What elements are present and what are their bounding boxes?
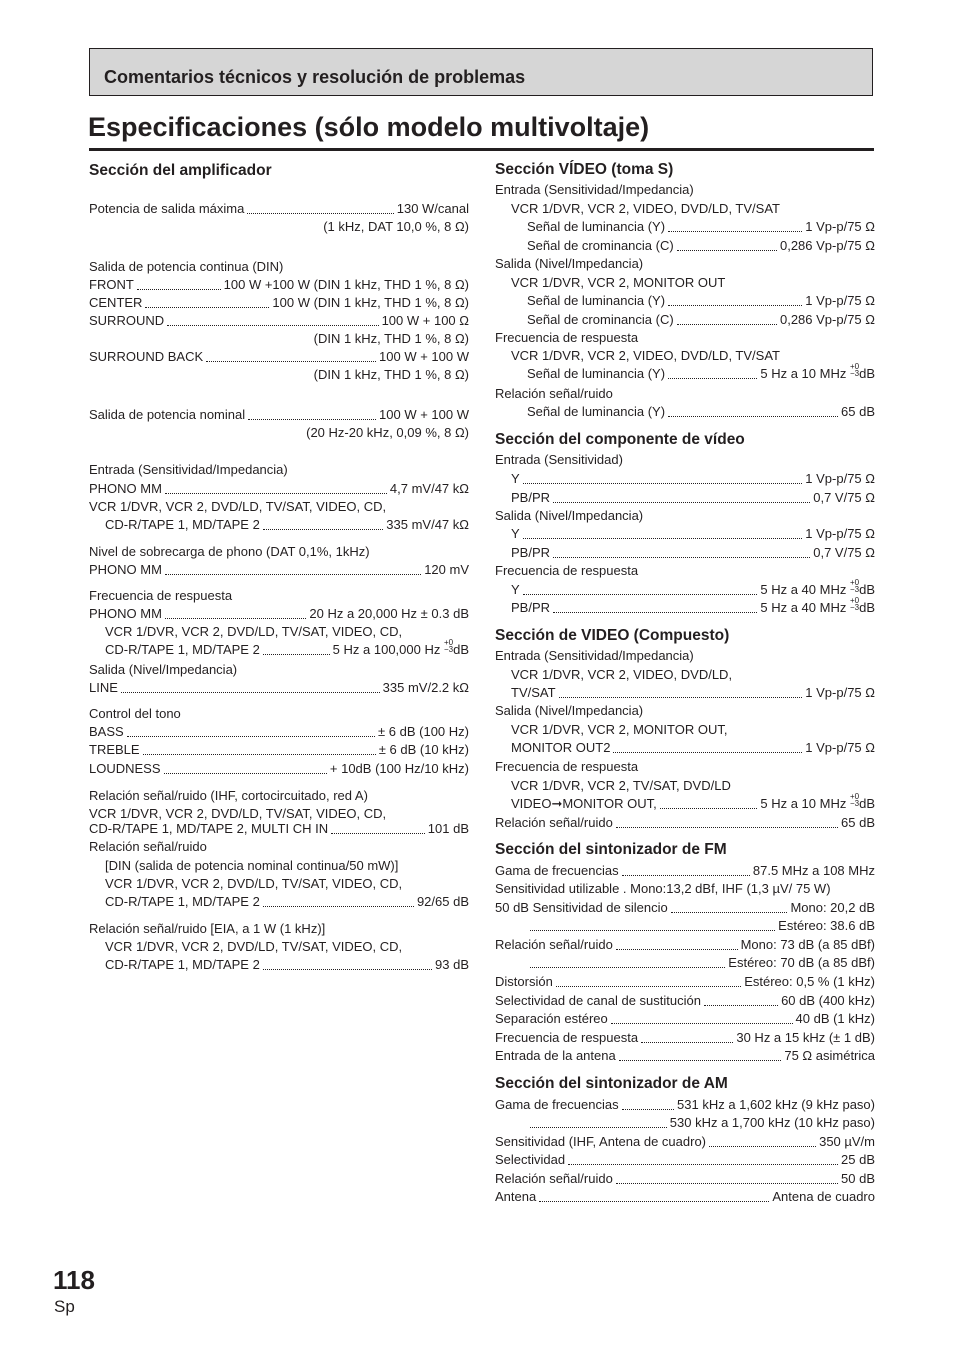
spec-value: Estéreo: 70 dB (a 85 dBf)	[728, 955, 875, 970]
spec-label: Relación señal/ruido	[495, 386, 613, 401]
spec-value: 1 Vp-p/75 Ω	[805, 471, 875, 486]
spec-value: Mono: 20,2 dB	[790, 900, 875, 915]
video-s-spec-row	[495, 385, 875, 403]
dot-leader	[668, 377, 757, 379]
amplifier-spec-row	[89, 893, 469, 911]
dot-leader	[263, 968, 432, 970]
spec-value: ± 6 dB (100 Hz)	[378, 724, 469, 739]
spec-label: (1 kHz, DAT 10,0 %, 8 Ω)	[323, 219, 469, 234]
spec-label: Nivel de sobrecarga de phono (DAT 0,1%, 1kHz)	[89, 544, 370, 559]
amplifier-spec-row	[89, 294, 469, 312]
video-s-spec-row	[495, 329, 875, 347]
spec-label: Y	[511, 471, 520, 486]
amplifier-spec-row	[89, 218, 469, 236]
section-heading-fm-tuner: Sección del sintonizador de FM	[495, 841, 727, 858]
spec-label: Frecuencia de respuesta	[495, 759, 639, 774]
title-divider	[89, 148, 874, 151]
amplifier-spec-row	[89, 820, 469, 838]
dot-leader	[127, 735, 375, 737]
component-video-spec-row	[495, 489, 875, 507]
amplifier-spec-row	[89, 587, 469, 605]
amplifier-spec-row	[89, 741, 469, 759]
dot-leader	[137, 288, 221, 290]
am-tuner-spec-row	[495, 1114, 875, 1132]
dot-leader	[165, 573, 421, 575]
amplifier-spec-row	[89, 330, 469, 348]
spec-label: Entrada de la antena	[495, 1048, 616, 1063]
dot-leader	[523, 593, 758, 595]
video-s-spec-row	[495, 292, 875, 310]
spec-value: 1 Vp-p/75 Ω	[805, 293, 875, 308]
spec-value: 5 Hz a 10 MHz +0 −3dB	[760, 792, 875, 811]
section-heading-am-tuner: Sección del sintonizador de AM	[495, 1075, 728, 1092]
spec-value: 0,7 V/75 Ω	[813, 490, 875, 505]
dot-leader	[559, 696, 803, 698]
banner-title: Comentarios técnicos y resolución de problemas	[104, 67, 526, 87]
spec-label: PB/PR	[511, 490, 551, 505]
spec-label: LINE	[89, 680, 118, 695]
spec-value: 65 dB	[841, 815, 875, 830]
amplifier-spec-row	[89, 705, 469, 723]
tolerance-mark: +0 −3	[443, 638, 454, 654]
spec-label: Salida de potencia nominal	[89, 407, 246, 422]
video-s-spec-row	[495, 218, 875, 236]
spec-value: 92/65 dB	[416, 894, 469, 909]
spec-label: Separación estéreo	[495, 1011, 608, 1026]
spec-label: Entrada (Sensitividad/Impedancia)	[495, 648, 694, 663]
spec-label: Relación señal/ruido	[495, 937, 613, 952]
dot-leader	[553, 556, 810, 558]
spec-value: 5 Hz a 100,000 Hz +0 −3dB	[332, 638, 469, 657]
dot-leader	[668, 415, 838, 417]
composite-video-spec-row	[495, 721, 875, 739]
dot-leader	[671, 911, 788, 913]
dot-leader	[641, 1041, 733, 1043]
spec-label: TREBLE	[89, 742, 140, 757]
spec-label: VCR 1/DVR, VCR 2, VIDEO, DVD/LD, TV/SAT	[511, 201, 780, 216]
spec-value: + 10dB (100 Hz/10 kHz)	[329, 761, 469, 776]
amplifier-spec-row	[89, 760, 469, 778]
spec-label: Salida (Nivel/Impedancia)	[495, 256, 644, 271]
spec-value: 530 kHz a 1,700 kHz (10 kHz paso)	[669, 1115, 875, 1130]
video-s-spec-row	[495, 255, 875, 273]
spec-value: 65 dB	[841, 404, 875, 419]
dot-leader	[263, 528, 383, 530]
dot-leader	[539, 1200, 769, 1202]
dot-leader	[165, 492, 387, 494]
dot-leader	[263, 653, 330, 655]
dot-leader	[616, 948, 738, 950]
spec-label: Señal de luminancia (Y)	[527, 366, 666, 381]
spec-label: VCR 1/DVR, VCR 2, TV/SAT, DVD/LD	[511, 778, 731, 793]
amplifier-spec-row	[89, 787, 469, 805]
dot-leader	[660, 807, 758, 809]
spec-label: PHONO MM	[89, 562, 162, 577]
component-video-spec-row	[495, 525, 875, 543]
dot-leader	[167, 324, 378, 326]
spec-value: 87.5 MHz a 108 MHz	[752, 863, 875, 878]
dot-leader	[523, 482, 803, 484]
spec-label: 50 dB Sensitividad de silencio	[495, 900, 668, 915]
spec-value: 100 W (DIN 1 kHz, THD 1 %, 8 Ω)	[272, 295, 469, 310]
spec-label: Salida (Nivel/Impedancia)	[495, 703, 644, 718]
spec-label: SURROUND BACK	[89, 349, 204, 364]
amplifier-spec-row	[89, 920, 469, 938]
spec-label: Entrada (Sensitividad)	[495, 452, 623, 467]
dot-leader	[619, 1059, 782, 1061]
amplifier-spec-row	[89, 312, 469, 330]
spec-label: LOUDNESS	[89, 761, 161, 776]
spec-label: [DIN (salida de potencia nominal continua/50 mW)]	[105, 858, 399, 873]
video-s-spec-row	[495, 311, 875, 329]
composite-video-spec-row	[495, 814, 875, 832]
amplifier-spec-row	[89, 661, 469, 679]
amplifier-spec-row	[89, 424, 469, 442]
spec-label: BASS	[89, 724, 124, 739]
spec-label: TV/SAT	[511, 685, 556, 700]
dot-leader	[553, 501, 810, 503]
spec-label: Relación señal/ruido	[495, 815, 613, 830]
dot-leader	[622, 874, 750, 876]
dot-leader	[530, 929, 775, 931]
fm-tuner-spec-row	[495, 880, 875, 898]
spec-value: 101 dB	[427, 821, 469, 836]
dot-leader	[556, 985, 741, 987]
spec-value: 5 Hz a 40 MHz +0 −3dB	[760, 578, 875, 597]
spec-value: 50 dB	[841, 1171, 875, 1186]
composite-video-spec-row	[495, 684, 875, 702]
spec-label: MONITOR OUT2	[511, 740, 611, 755]
spec-value: 30 Hz a 15 kHz (± 1 dB)	[736, 1030, 875, 1045]
am-tuner-spec-row	[495, 1151, 875, 1169]
spec-label: Sensitividad (IHF, Antena de cuadro)	[495, 1134, 707, 1149]
dot-leader	[677, 323, 777, 325]
amplifier-spec-row	[89, 723, 469, 741]
spec-label: Distorsión	[495, 974, 553, 989]
dot-leader	[206, 360, 376, 362]
dot-leader	[622, 1108, 674, 1110]
spec-value: 100 W + 100 W	[379, 407, 469, 422]
dot-leader	[523, 537, 803, 539]
spec-value: 60 dB (400 kHz)	[781, 993, 875, 1008]
spec-value: 335 mV/47 kΩ	[386, 517, 469, 532]
composite-video-spec-row	[495, 666, 875, 684]
am-tuner-spec-row	[495, 1133, 875, 1151]
dot-leader	[616, 1182, 838, 1184]
spec-label: FRONT	[89, 277, 134, 292]
amplifier-spec-row	[89, 498, 469, 516]
spec-label: CD-R/TAPE 1, MD/TAPE 2	[105, 957, 260, 972]
dot-leader	[668, 304, 802, 306]
section-heading-component-video: Sección del componente de vídeo	[495, 431, 745, 448]
amplifier-spec-row	[89, 348, 469, 366]
spec-label: VCR 1/DVR, VCR 2, DVD/LD, TV/SAT, VIDEO, CD,	[105, 624, 403, 639]
spec-label: VCR 1/DVR, VCR 2, DVD/LD, TV/SAT, VIDEO, CD,	[89, 499, 387, 514]
tolerance-mark: +0 −3	[849, 792, 860, 808]
dot-leader	[331, 832, 425, 834]
spec-label: Control del tono	[89, 706, 181, 721]
dot-leader	[616, 826, 838, 828]
spec-label: Señal de luminancia (Y)	[527, 219, 666, 234]
spec-label: PHONO MM	[89, 606, 162, 621]
spec-label: (20 Hz-20 kHz, 0,09 %, 8 Ω)	[306, 425, 469, 440]
spec-value: 0,286 Vp-p/75 Ω	[779, 312, 875, 327]
dot-leader	[248, 418, 376, 420]
amplifier-spec-row	[89, 461, 469, 479]
dot-leader	[709, 1145, 816, 1147]
spec-label: Y	[511, 526, 520, 541]
video-s-spec-row	[495, 362, 875, 383]
spec-label: Relación señal/ruido (IHF, cortocircuitado, red A)	[89, 788, 368, 803]
spec-label: Relación señal/ruido [EIA, a 1 W (1 kHz)]	[89, 921, 326, 936]
spec-value: 5 Hz a 40 MHz +0 −3dB	[760, 596, 875, 615]
component-video-spec-row	[495, 562, 875, 580]
spec-label: Salida (Nivel/Impedancia)	[89, 662, 238, 677]
amplifier-spec-row	[89, 956, 469, 974]
spec-value: 25 dB	[841, 1152, 875, 1167]
amplifier-spec-row	[89, 406, 469, 424]
dot-leader	[530, 966, 725, 968]
amplifier-spec-row	[89, 875, 469, 893]
spec-value: Estéreo: 0,5 % (1 kHz)	[744, 974, 875, 989]
section-heading-amplifier: Sección del amplificador	[89, 162, 272, 179]
spec-label: VCR 1/DVR, VCR 2, MONITOR OUT,	[511, 722, 728, 737]
dot-leader	[553, 611, 757, 613]
component-video-spec-row	[495, 470, 875, 488]
fm-tuner-spec-row	[495, 1047, 875, 1065]
spec-value: 120 mV	[424, 562, 469, 577]
composite-video-spec-row	[495, 792, 875, 813]
spec-value: 1 Vp-p/75 Ω	[805, 526, 875, 541]
amplifier-spec-row	[89, 857, 469, 875]
spec-label: VCR 1/DVR, VCR 2, VIDEO, DVD/LD,	[511, 667, 733, 682]
spec-label: Relación señal/ruido	[89, 839, 207, 854]
dot-leader	[668, 230, 802, 232]
dot-leader	[263, 905, 414, 907]
spec-value: 4,7 mV/47 kΩ	[389, 481, 469, 496]
spec-value: Mono: 73 dB (a 85 dBf)	[740, 937, 875, 952]
spec-label: CENTER	[89, 295, 143, 310]
dot-leader	[247, 212, 393, 214]
tolerance-mark: +0 −3	[849, 578, 860, 594]
spec-value: 350 µV/m	[819, 1134, 875, 1149]
spec-value: 93 dB	[435, 957, 469, 972]
spec-label: Entrada (Sensitividad/Impedancia)	[89, 462, 288, 477]
page-number: 118	[53, 1265, 95, 1295]
spec-label: PB/PR	[511, 600, 551, 615]
spec-label: PB/PR	[511, 545, 551, 560]
spec-label: Salida (Nivel/Impedancia)	[495, 508, 644, 523]
fm-tuner-spec-row	[495, 917, 875, 935]
spec-label: CD-R/TAPE 1, MD/TAPE 2	[105, 894, 260, 909]
section-heading-video-s: Sección VÍDEO (toma S)	[495, 161, 674, 178]
spec-label: Frecuencia de respuesta	[495, 563, 639, 578]
spec-label: PHONO MM	[89, 481, 162, 496]
spec-label: VCR 1/DVR, VCR 2, DVD/LD, TV/SAT, VIDEO, CD,	[89, 806, 387, 821]
spec-label: Entrada (Sensitividad/Impedancia)	[495, 182, 694, 197]
spec-value: 335 mV/2.2 kΩ	[382, 680, 469, 695]
spec-value: Antena de cuadro	[772, 1189, 875, 1204]
spec-label: SURROUND	[89, 313, 165, 328]
spec-label: Gama de frecuencias	[495, 863, 619, 878]
fm-tuner-spec-row	[495, 992, 875, 1010]
dot-leader	[613, 751, 802, 753]
fm-tuner-spec-row	[495, 936, 875, 954]
fm-tuner-spec-row	[495, 1029, 875, 1047]
amplifier-spec-row	[89, 838, 469, 856]
spec-value: 100 W + 100 Ω	[381, 313, 469, 328]
spec-label: Antena	[495, 1189, 537, 1204]
spec-label: Selectividad de canal de sustitución	[495, 993, 701, 1008]
page-language: Sp	[54, 1297, 75, 1316]
amplifier-spec-row	[89, 200, 469, 218]
amplifier-spec-row	[89, 276, 469, 294]
spec-label: Frecuencia de respuesta	[89, 588, 233, 603]
amplifier-spec-row	[89, 480, 469, 498]
component-video-spec-row	[495, 451, 875, 469]
component-video-spec-row	[495, 596, 875, 617]
video-s-spec-row	[495, 200, 875, 218]
amplifier-spec-row	[89, 638, 469, 659]
amplifier-spec-row	[89, 605, 469, 623]
dot-leader	[677, 249, 777, 251]
spec-label: Señal de luminancia (Y)	[527, 293, 666, 308]
spec-label: VCR 1/DVR, VCR 2, DVD/LD, TV/SAT, VIDEO, CD,	[105, 876, 403, 891]
spec-value: 1 Vp-p/75 Ω	[805, 740, 875, 755]
spec-label: Sensitividad utilizable . Mono:13,2 dBf, IHF (1,3 µV/ 75 W)	[495, 881, 831, 896]
spec-value: 40 dB (1 kHz)	[795, 1011, 875, 1026]
spec-label: Gama de frecuencias	[495, 1097, 619, 1112]
dot-leader	[143, 753, 376, 755]
spec-label: Señal de crominancia (C)	[527, 238, 674, 253]
video-s-spec-row	[495, 274, 875, 292]
composite-video-spec-row	[495, 758, 875, 776]
dot-leader	[165, 617, 306, 619]
spec-value: 130 W/canal	[396, 201, 469, 216]
spec-value: ± 6 dB (10 kHz)	[378, 742, 469, 757]
tolerance-mark: +0 −3	[849, 596, 860, 612]
spec-value: 1 Vp-p/75 Ω	[805, 685, 875, 700]
page-title: Especificaciones (sólo modelo multivoltaje)	[88, 112, 650, 142]
spec-value: 100 W +100 W (DIN 1 kHz, THD 1 %, 8 Ω)	[223, 277, 469, 292]
spec-label: Frecuencia de respuesta	[495, 1030, 639, 1045]
spec-label: CD-R/TAPE 1, MD/TAPE 2	[105, 517, 260, 532]
spec-value: 5 Hz a 10 MHz +0 −3dB	[760, 362, 875, 381]
dot-leader	[611, 1022, 793, 1024]
amplifier-spec-row	[89, 366, 469, 384]
fm-tuner-spec-row	[495, 973, 875, 991]
spec-value: Estéreo: 38.6 dB	[778, 918, 875, 933]
spec-label: Frecuencia de respuesta	[495, 330, 639, 345]
section-banner	[89, 48, 873, 96]
fm-tuner-spec-row	[495, 899, 875, 917]
spec-label: Selectividad	[495, 1152, 566, 1167]
spec-label: VCR 1/DVR, VCR 2, DVD/LD, TV/SAT, VIDEO, CD,	[105, 939, 403, 954]
video-s-spec-row	[495, 403, 875, 421]
video-s-spec-row	[495, 181, 875, 199]
spec-value: 20 Hz a 20,000 Hz ± 0.3 dB	[309, 606, 469, 621]
spec-label: VCR 1/DVR, VCR 2, VIDEO, DVD/LD, TV/SAT	[511, 348, 780, 363]
spec-value: 100 W + 100 W	[379, 349, 469, 364]
spec-label: Señal de luminancia (Y)	[527, 404, 666, 419]
am-tuner-spec-row	[495, 1170, 875, 1188]
spec-label: (DIN 1 kHz, THD 1 %, 8 Ω)	[313, 331, 469, 346]
spec-label: Potencia de salida máxima	[89, 201, 245, 216]
dot-leader	[145, 306, 269, 308]
amplifier-spec-row	[89, 516, 469, 534]
dot-leader	[530, 1126, 667, 1128]
spec-label: VIDEO➞MONITOR OUT,	[511, 796, 657, 811]
dot-leader	[568, 1163, 838, 1165]
spec-value: 0,286 Vp-p/75 Ω	[779, 238, 875, 253]
spec-value: 0,7 V/75 Ω	[813, 545, 875, 560]
fm-tuner-spec-row	[495, 1010, 875, 1028]
spec-label: CD-R/TAPE 1, MD/TAPE 2, MULTI CH IN	[89, 821, 329, 836]
spec-value: 1 Vp-p/75 Ω	[805, 219, 875, 234]
spec-label: (DIN 1 kHz, THD 1 %, 8 Ω)	[313, 367, 469, 382]
component-video-spec-row	[495, 507, 875, 525]
composite-video-spec-row	[495, 702, 875, 720]
component-video-spec-row	[495, 544, 875, 562]
spec-label: Y	[511, 582, 520, 597]
spec-label: Relación señal/ruido	[495, 1171, 613, 1186]
am-tuner-spec-row	[495, 1188, 875, 1206]
composite-video-spec-row	[495, 739, 875, 757]
dot-leader	[121, 691, 380, 693]
dot-leader	[164, 772, 327, 774]
amplifier-spec-row	[89, 679, 469, 697]
spec-value: 531 kHz a 1,602 kHz (9 kHz paso)	[677, 1097, 875, 1112]
spec-label: Salida de potencia continua (DIN)	[89, 259, 284, 274]
amplifier-spec-row	[89, 938, 469, 956]
composite-video-spec-row	[495, 647, 875, 665]
tolerance-mark: +0 −3	[849, 362, 860, 378]
amplifier-spec-row	[89, 258, 469, 276]
video-s-spec-row	[495, 237, 875, 255]
amplifier-spec-row	[89, 543, 469, 561]
dot-leader	[704, 1004, 778, 1006]
section-heading-composite-video: Sección de VIDEO (Compuesto)	[495, 627, 730, 644]
am-tuner-spec-row	[495, 1096, 875, 1114]
spec-label: CD-R/TAPE 1, MD/TAPE 2	[105, 642, 260, 657]
spec-label: Señal de crominancia (C)	[527, 312, 674, 327]
fm-tuner-spec-row	[495, 954, 875, 972]
fm-tuner-spec-row	[495, 862, 875, 880]
spec-label: VCR 1/DVR, VCR 2, MONITOR OUT	[511, 275, 726, 290]
amplifier-spec-row	[89, 561, 469, 579]
spec-value: 75 Ω asimétrica	[784, 1048, 875, 1063]
